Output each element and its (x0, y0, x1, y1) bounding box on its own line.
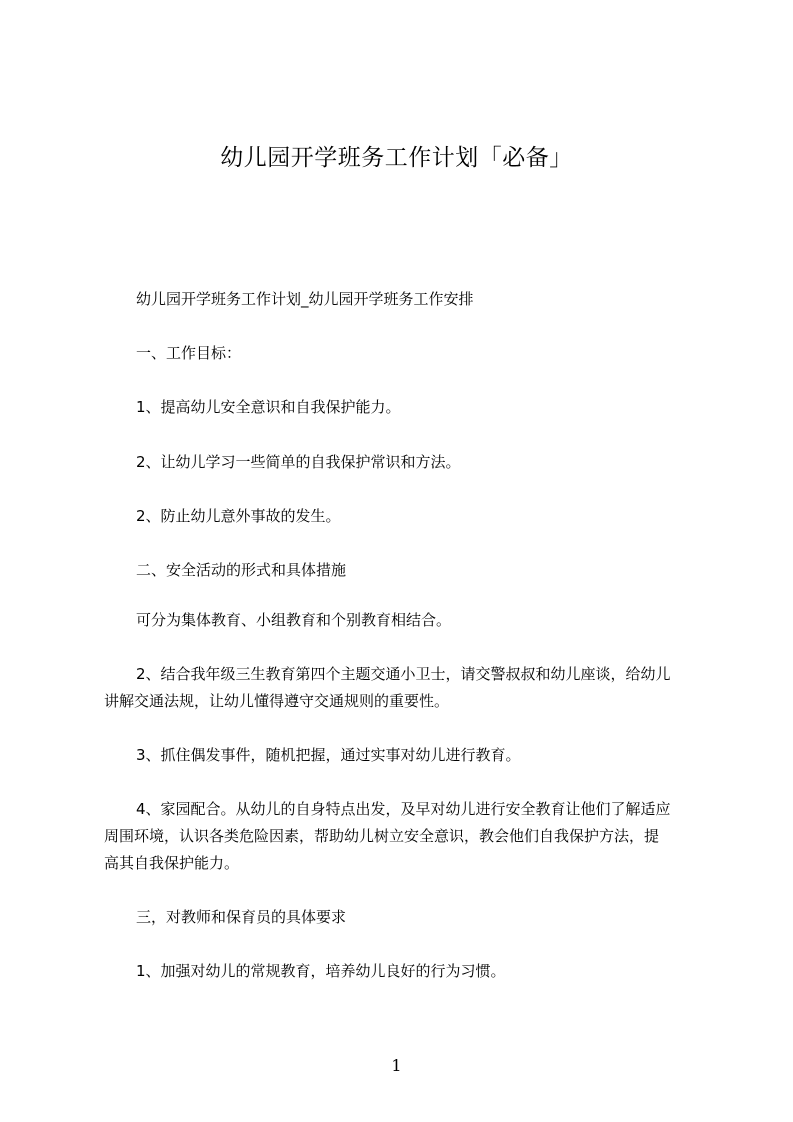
requirement-item-1: 1、加强对幼儿的常规教育，培养幼儿良好的行为习惯。 (136, 962, 506, 980)
section-heading-requirements: 三，对教师和保育员的具体要求 (136, 908, 347, 926)
goal-item-1: 1、提高幼儿安全意识和自我保护能力。 (136, 398, 401, 416)
section-heading-goals: 一、工作目标： (136, 344, 242, 362)
measures-intro: 可分为集体教育、小组教育和个别教育相结合。 (136, 611, 452, 629)
measure-item-3: 3、抓住偶发事件，随机把握，通过实事对幼儿进行教育。 (136, 746, 521, 764)
document-title: 幼儿园开学班务工作计划「必备」 (220, 145, 573, 171)
goal-item-2: 2、让幼儿学习一些简单的自我保护常识和方法。 (136, 453, 461, 471)
section-heading-measures: 二、安全活动的形式和具体措施 (136, 561, 347, 579)
goal-item-3: 2、防止幼儿意外事故的发生。 (136, 507, 341, 525)
measure-item-2-line1: 2、结合我年级三生教育第四个主题交通小卫士，请交警叔叔和幼儿座谈，给幼儿 (136, 665, 671, 683)
page-number: 1 (391, 1056, 402, 1075)
measure-item-4-line1: 4、家园配合。从幼儿的自身特点出发，及早对幼儿进行安全教育让他们了解适应 (136, 800, 671, 818)
paragraph-subtitle: 幼儿园开学班务工作计划_幼儿园开学班务工作安排 (136, 290, 474, 308)
measure-item-4-line3: 高其自我保护能力。 (104, 854, 240, 872)
measure-item-2-line2: 讲解交通法规，让幼儿懂得遵守交通规则的重要性。 (104, 692, 450, 710)
measure-item-4-line2: 周围环境，认识各类危险因素，帮助幼儿树立安全意识，教会他们自我保护方法，提 (104, 827, 660, 845)
